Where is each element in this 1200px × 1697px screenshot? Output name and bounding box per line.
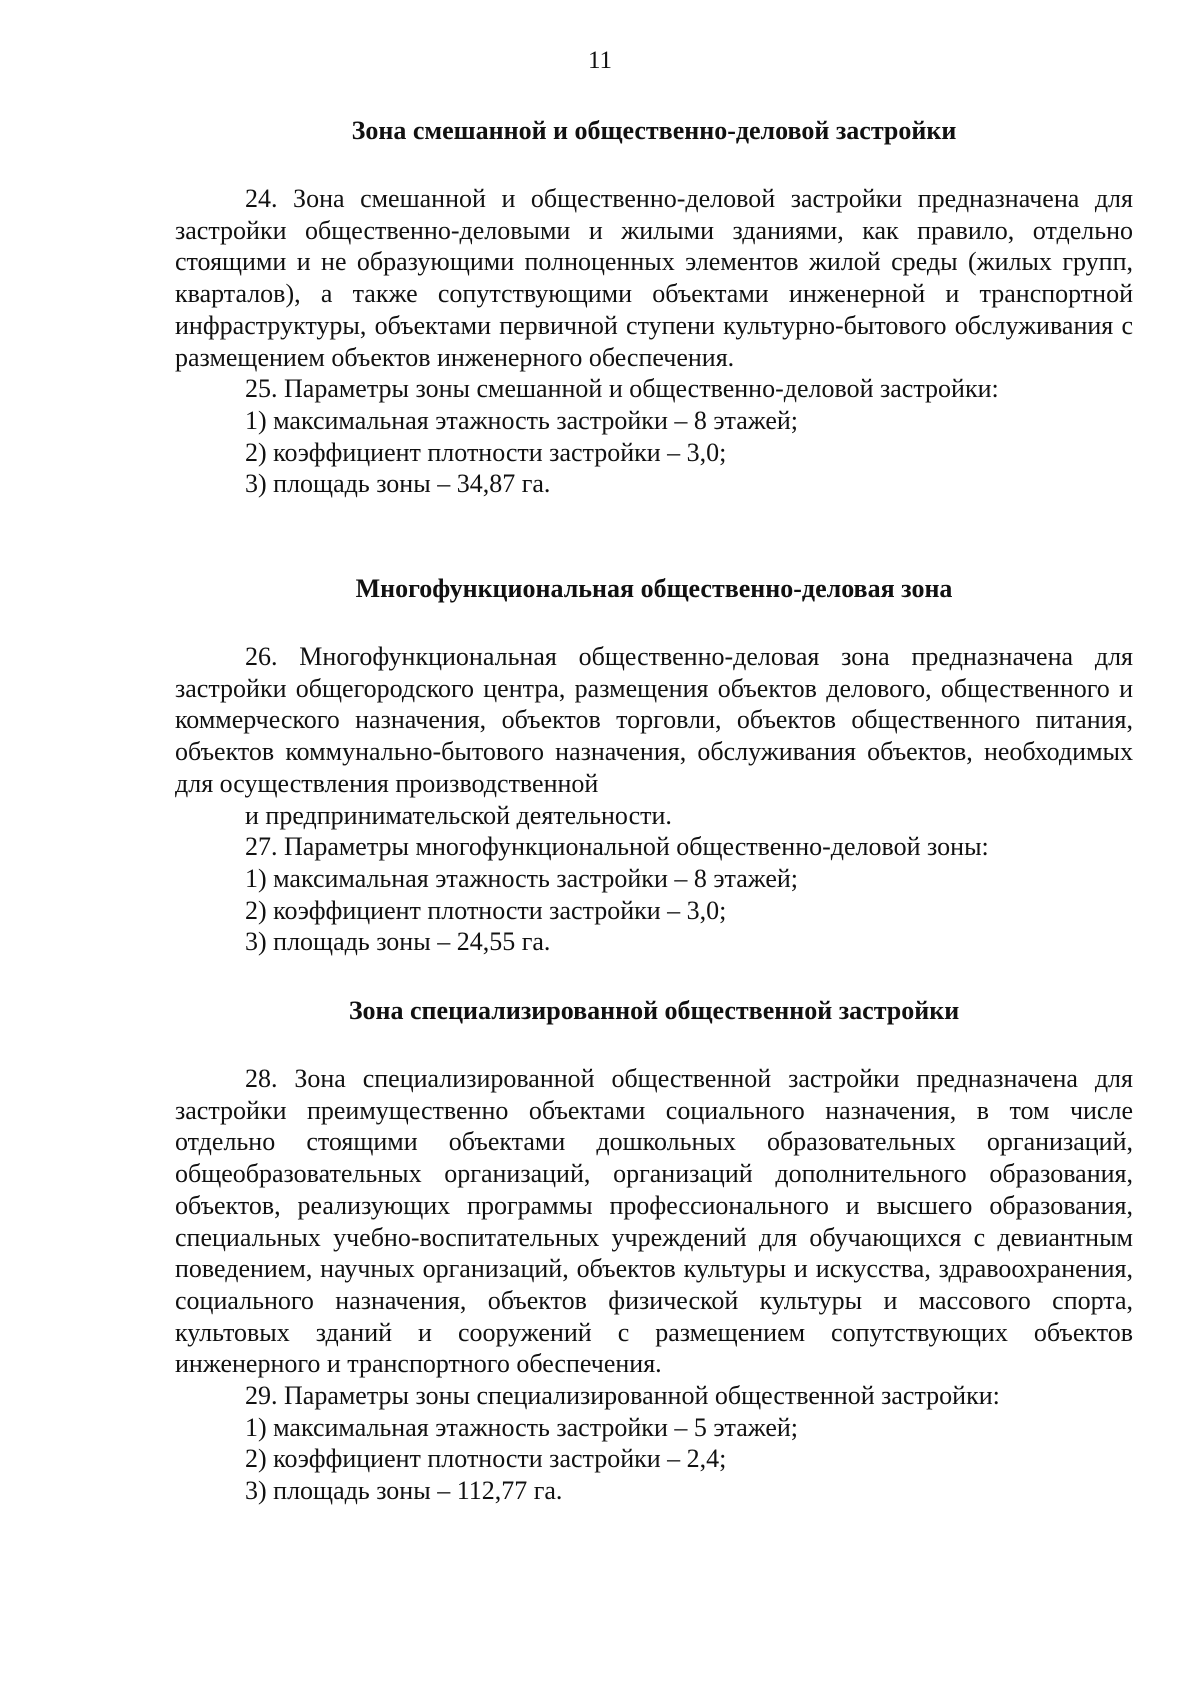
param-item: 3) площадь зоны – 24,55 га. [245, 927, 551, 957]
params-intro: 29. Параметры зоны специализированной общественной застройки: [245, 1381, 1000, 1411]
section-specialized-public-zone [175, 994, 1133, 1507]
section-description-tail: и предпринимательской деятельности. [245, 800, 672, 830]
section-multifunctional-business-zone [175, 572, 1133, 958]
param-item: 2) коэффициент плотности застройки – 3,0; [245, 437, 727, 467]
section-description: 24. Зона смешанной и общественно-деловой застройки предназначена для застройки общественно-деловыми и жилыми зданиями, как правило, отдельно стоящими и не образующими полноценных элементов жилой среды (жилых групп, кварталов), а также сопутствующими объектами инженерной и транспортной инфраструктуры, объектами первичной ступени культурно-бытового обслуживания с размещением объектов инженерного обеспечения. [175, 184, 1133, 372]
param-item: 2) коэффициент плотности застройки – 3,0; [245, 895, 727, 925]
param-item: 3) площадь зоны – 34,87 га. [245, 469, 551, 499]
section-mixed-business-zone [175, 114, 1133, 500]
param-item: 1) максимальная этажность застройки – 5 этажей; [245, 1412, 799, 1442]
section-title: Многофункциональная общественно-деловая зона [355, 574, 953, 603]
param-item: 1) максимальная этажность застройки – 8 этажей; [245, 863, 799, 893]
params-intro: 25. Параметры зоны смешанной и общественно-деловой застройки: [245, 374, 999, 404]
param-item: 1) максимальная этажность застройки – 8 этажей; [245, 405, 799, 435]
page-number: 11 [587, 47, 613, 74]
section-title: Зона специализированной общественной застройки [348, 996, 960, 1025]
param-item: 3) площадь зоны – 112,77 га. [245, 1476, 563, 1506]
section-description: 26. Многофункциональная общественно-деловая зона предназначена для застройки общегородского центра, размещения объектов делового, общественного и коммерческого назначения, объектов торговли, объектов общественного питания, объектов коммунально-бытового назначения, обслуживания объектов, необходимых для осуществления производственной [175, 642, 1133, 798]
section-description: 28. Зона специализированной общественной застройки предназначена для застройки преимущественно объектами социального назначения, в том числе отдельно стоящими объектами дошкольных образовательных организаций, общеобразовательных организаций, организаций дополнительного образования, объектов, реализующих программы профессионального и высшего образования, специальных учебно-воспитательных учреждений для обучающихся с девиантным поведением, научных организаций, объектов культуры и искусства, здравоохранения, социального назначения, объектов физической культуры и массового спорта, культовых зданий и сооружений с размещением сопутствующих объектов инженерного и транспортного обеспечения. [175, 1064, 1133, 1379]
params-intro: 27. Параметры многофункциональной общественно-деловой зоны: [245, 832, 989, 862]
param-item: 2) коэффициент плотности застройки – 2,4; [245, 1444, 727, 1474]
section-title: Зона смешанной и общественно-деловой застройки [351, 116, 957, 145]
